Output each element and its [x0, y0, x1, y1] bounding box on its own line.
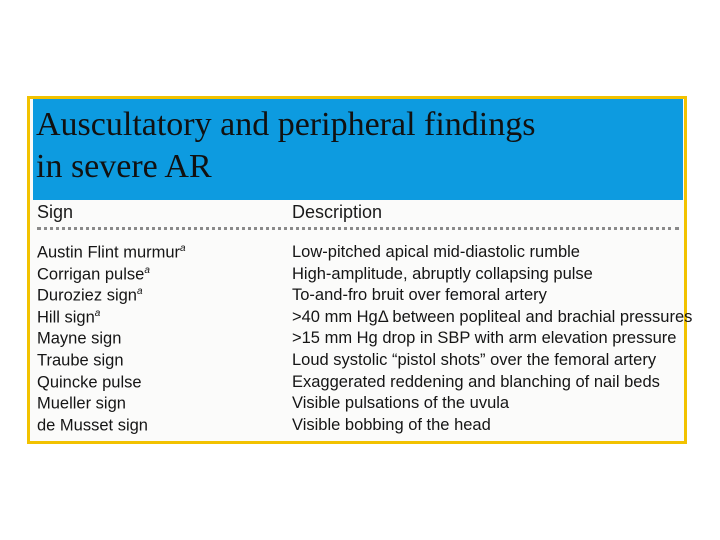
footnote-marker: a — [180, 243, 186, 254]
row-description: Exaggerated reddening and blanching of nail beds — [292, 372, 660, 391]
table-header — [37, 201, 682, 225]
row-description: >15 mm Hg drop in SBP with arm elevation pressure — [292, 329, 677, 348]
row-sign: Duroziez sign$^a$ — [37, 286, 143, 305]
header-sign: Sign — [37, 202, 74, 222]
row-description: High-amplitude, abruptly collapsing pulse — [292, 264, 593, 283]
row-sign: Corrigan pulse$^a$ — [37, 264, 150, 284]
row-description: To-and-fro bruit over femoral artery — [292, 286, 547, 305]
footnote-marker: a — [136, 286, 143, 298]
table-row — [37, 329, 682, 351]
table-row — [37, 373, 682, 395]
table-body — [37, 243, 693, 437]
row-description: Low-pitched apical mid-diastolic rumble — [292, 243, 580, 261]
row-sign: Quincke pulse — [37, 373, 142, 392]
footnote-marker: a — [94, 307, 101, 319]
row-sign: de Musset sign — [37, 416, 148, 435]
table-row — [37, 394, 682, 416]
table-row — [37, 265, 682, 287]
row-sign: Traube sign — [37, 351, 124, 370]
table-row — [37, 416, 682, 438]
footnote-marker: a — [144, 264, 150, 276]
table-row — [37, 243, 682, 265]
row-description: Loud systolic “pistol shots” over the femoral artery — [292, 350, 657, 369]
row-sign: Austin Flint murmur$^a$ — [37, 243, 186, 262]
row-sign: Mueller sign — [37, 394, 126, 413]
title-line-1: Auscultatory and peripheral findings — [36, 106, 536, 143]
table-row — [37, 307, 693, 330]
row-description: Visible pulsations of the uvula — [292, 394, 510, 413]
title-line-2: in severe AR — [36, 148, 212, 185]
row-sign: Mayne sign — [37, 329, 122, 348]
header-description: Description — [292, 202, 383, 222]
row-description: >40 mm HgΔ between popliteal and brachial pressures — [292, 307, 693, 326]
header-divider — [37, 227, 679, 230]
table-row — [37, 286, 682, 308]
row-description: Visible bobbing of the head — [292, 415, 491, 434]
row-sign: Hill sign$^a$ — [37, 307, 101, 327]
slide-title — [36, 104, 676, 188]
table-row — [37, 351, 682, 373]
